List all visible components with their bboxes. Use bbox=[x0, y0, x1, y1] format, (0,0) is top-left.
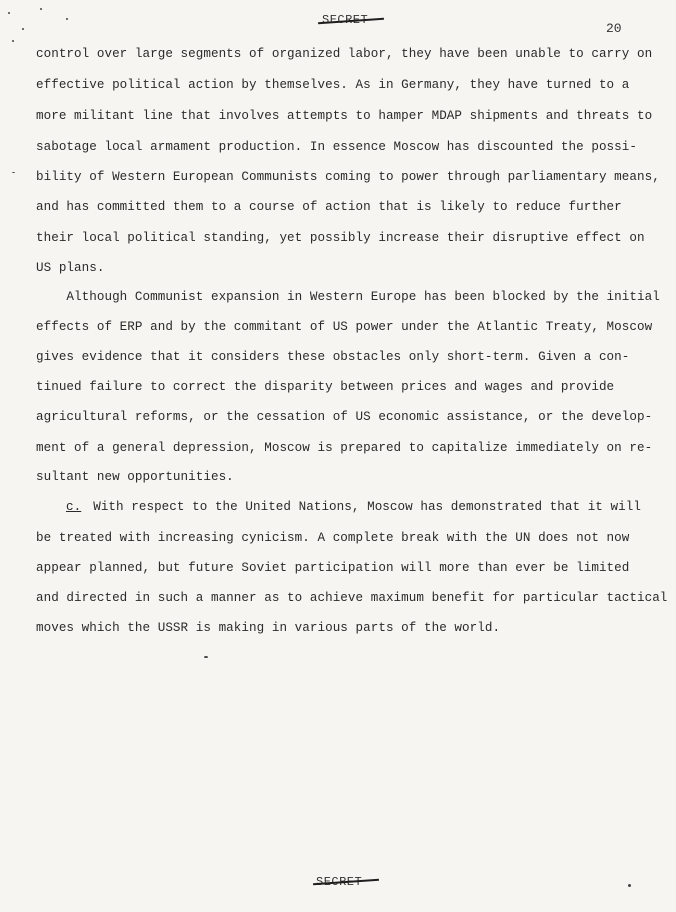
text-line: appear planned, but future Soviet participation will more than ever be limited bbox=[36, 561, 630, 575]
text-line: be treated with increasing cynicism. A complete break with the UN does not now bbox=[36, 531, 630, 545]
scan-speck bbox=[66, 18, 68, 20]
header-classification: SECRET bbox=[322, 13, 369, 27]
text-line: control over large segments of organized labor, they have been unable to carry on bbox=[36, 47, 653, 61]
text-line: more militant line that involves attempts to hamper MDAP shipments and threats to bbox=[36, 109, 653, 123]
scan-speck bbox=[12, 172, 15, 173]
text-line: sultant new opportunities. bbox=[36, 470, 234, 484]
footer-classification: SECRET bbox=[316, 875, 363, 889]
text-line: gives evidence that it considers these obstacles only short-term. Given a con- bbox=[36, 350, 630, 364]
scan-speck bbox=[40, 8, 42, 10]
scan-speck bbox=[204, 656, 208, 658]
text-line: ment of a general depression, Moscow is prepared to capitalize immediately on re- bbox=[36, 441, 653, 455]
page-number: 20 bbox=[606, 21, 622, 36]
text-line: agricultural reforms, or the cessation of US economic assistance, or the develop- bbox=[36, 410, 653, 424]
text-line: Although Communist expansion in Western Europe has been blocked by the initial bbox=[36, 290, 660, 304]
text-line: bility of Western European Communists coming to power through parliamentary means, bbox=[36, 170, 660, 184]
text-line: sabotage local armament production. In essence Moscow has discounted the possi- bbox=[36, 140, 637, 154]
text-line: US plans. bbox=[36, 261, 105, 275]
scan-speck bbox=[22, 28, 24, 30]
scan-speck bbox=[12, 40, 14, 42]
scan-speck bbox=[628, 884, 631, 887]
text-line: moves which the USSR is making in various parts of the world. bbox=[36, 621, 501, 635]
text-line: tinued failure to correct the disparity between prices and wages and provide bbox=[36, 380, 615, 394]
text-line: With respect to the United Nations, Moscow has demonstrated that it will bbox=[93, 500, 641, 514]
text-line: effective political action by themselves. As in Germany, they have turned to a bbox=[36, 78, 630, 92]
section-marker: c. bbox=[66, 500, 82, 514]
scan-speck bbox=[8, 12, 10, 14]
text-line: their local political standing, yet possibly increase their disruptive effect on bbox=[36, 231, 645, 245]
text-line: effects of ERP and by the commitant of US power under the Atlantic Treaty, Moscow bbox=[36, 320, 653, 334]
text-line: and has committed them to a course of action that is likely to reduce further bbox=[36, 200, 622, 214]
text-line: and directed in such a manner as to achieve maximum benefit for particular tactical bbox=[36, 591, 668, 605]
